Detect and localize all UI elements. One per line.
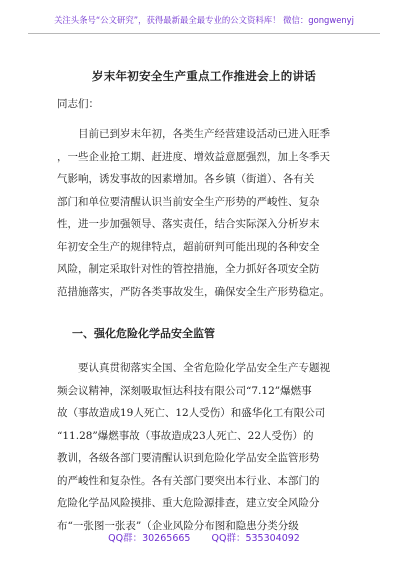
header-divider [28, 33, 380, 34]
footer [0, 530, 408, 544]
paragraph-line: 范措施落实，严防各类事故发生，确保安全生产形势稳定。 [57, 285, 330, 298]
paragraph-line: 部门和单位要清醒认识当前安全生产形势的严峻性、复杂 [57, 195, 320, 208]
paragraph-line: 目前已到岁末年初，各类生产经营建设活动已进入旺季 [78, 128, 330, 140]
section-heading: 一、强化危险化学品安全监管 [72, 327, 215, 340]
paragraph-line: 的严峻性和复杂性。各有关部门要突出本行业、本部门的 [57, 474, 320, 487]
paragraph-line: 气影响，诱发事故的因素增加。各乡镇（街道）、各有关 [57, 173, 315, 185]
paragraph-line: 教训，各级各部门要清醒认识到危险化学品安全监管形势 [57, 452, 320, 464]
paragraph-line: 故（事故造成19人死亡、12人受伤）和盛华化工有限公司 [57, 407, 326, 419]
paragraph-line: 性，进一步加强领导、落实责任，结合实际深入分析岁末 [57, 218, 320, 230]
promo-banner: 关注头条号“公文研究”，获得最新最全最专业的公文资料库！ 微信：gongwenyj [54, 15, 354, 25]
paragraph-line: 年初安全生产的规律特点，超前研判可能出现的各种安全 [57, 240, 320, 253]
paragraph-line: 频会议精神，深刻吸取恒达科技有限公司“7.12”爆燃事 [57, 384, 312, 397]
greeting: 同志们： [57, 98, 99, 110]
intro-paragraph [57, 123, 357, 303]
section-paragraph [57, 357, 357, 537]
paragraph-line: 危险化学品风险摸排、重大危险源排查，建立安全风险分 [57, 497, 320, 509]
paragraph-line: 风险，制定采取针对性的管控措施，全力抓好各项安全防 [57, 263, 320, 275]
qq-group-2: QQ群：535304092 [211, 533, 300, 544]
paragraph-line: “11.28”爆燃事故（事故造成23人死亡、22人受伤）的 [57, 429, 314, 442]
qq-group-1: QQ群：30265665 [108, 533, 191, 544]
paragraph-line: ，一些企业抢工期、赶进度、增效益意愿强烈，加上冬季天 [57, 150, 330, 163]
document-title: 岁末年初安全生产重点工作推进会上的讲话 [91, 69, 317, 83]
paragraph-line: 要认真贯彻落实全国、全省危险化学品安全生产专题视 [78, 362, 330, 374]
paragraph-line: 布“一张图一张表”（企业风险分布图和隐患分类分级 [57, 519, 299, 532]
